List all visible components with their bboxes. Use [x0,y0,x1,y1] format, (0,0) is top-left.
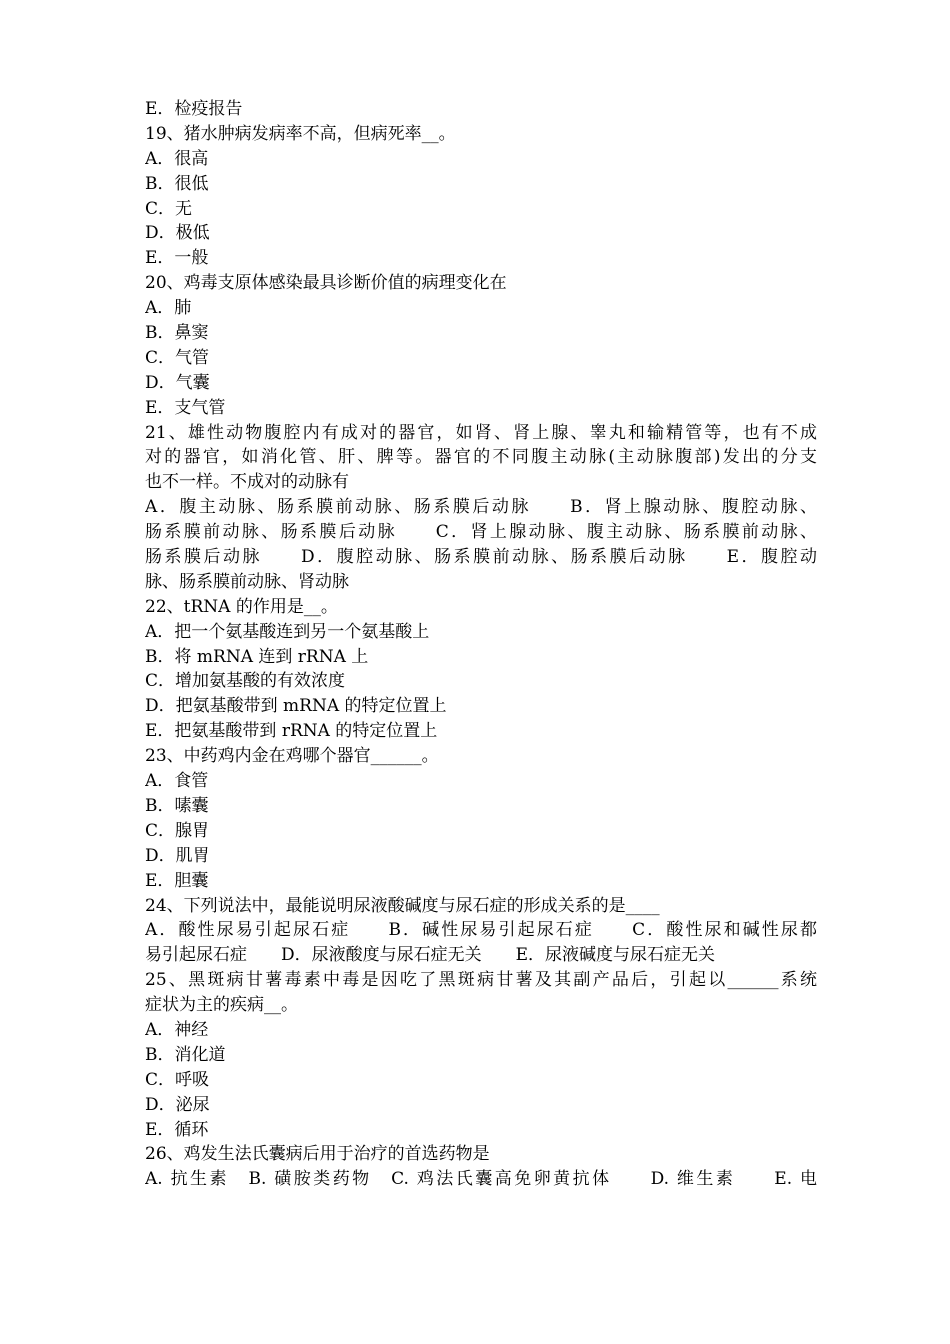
text-line: A. 抗生素 B. 磺胺类药物 C. 鸡法氏囊高免卵黄抗体 D. 维生素 E. 电 [145,1169,817,1190]
text-line: B．很低 [145,173,209,194]
text-line: 脉、肠系膜前动脉、肾动脉 [145,571,349,592]
text-line: E．一般 [145,248,209,269]
text-line: A．神经 [145,1019,209,1040]
text-line: D．极低 [145,223,210,244]
text-line: B．消化道 [145,1044,226,1065]
text-line: 也不一样。不成对的动脉有 [145,472,349,493]
text-line: A．肺 [145,298,192,319]
text-line: D．气囊 [145,372,210,393]
text-line: A．酸性尿易引起尿石症 B．碱性尿易引起尿石症 C．酸性尿和碱性尿都 [145,920,817,941]
text-line: E．把氨基酸带到 rRNA 的特定位置上 [145,721,438,742]
text-line: D．把氨基酸带到 mRNA 的特定位置上 [145,696,447,717]
text-line: B．嗉囊 [145,795,209,816]
text-line: 对的器官，如消化管、肝、脾等。器官的不同腹主动脉(主动脉腹部)发出的分支 [145,447,817,468]
text-line: C．腺胃 [145,820,210,841]
text-line: 19、猪水肿病发病率不高，但病死率__。 [145,123,456,144]
text-line: D．肌胃 [145,845,210,866]
text-line: D．泌尿 [145,1094,210,1115]
document-body [145,97,817,1192]
text-line: 24、下列说法中，最能说明尿液酸碱度与尿石症的形成关系的是____ [145,895,660,916]
text-line: E．支气管 [145,397,226,418]
text-line: 肠系膜前动脉、肠系膜后动脉 C．肾上腺动脉、腹主动脉、肠系膜前动脉、 [145,522,817,543]
text-line: E．胆囊 [145,870,209,891]
text-line: 肠系膜后动脉 D．腹腔动脉、肠系膜前动脉、肠系膜后动脉 E．腹腔动 [145,547,817,568]
text-line: C．呼吸 [145,1069,210,1090]
text-line: 25、黑斑病甘薯毒素中毒是因吃了黑斑病甘薯及其副产品后，引起以______系统 [145,970,817,991]
text-line: 症状为主的疾病__。 [145,995,298,1016]
text-line: B．将 mRNA 连到 rRNA 上 [145,646,369,667]
text-line: A．很高 [145,148,209,169]
text-line: C．气管 [145,347,210,368]
text-line: C．无 [145,198,193,219]
text-line: 易引起尿石症 D．尿液酸度与尿石症无关 E．尿液碱度与尿石症无关 [145,945,716,966]
text-line: 21、雄性动物腹腔内有成对的器官，如肾、肾上腺、睾丸和输精管等，也有不成 [145,422,817,443]
text-line: A．腹主动脉、肠系膜前动脉、肠系膜后动脉 B．肾上腺动脉、腹腔动脉、 [145,497,817,518]
text-line: 26、鸡发生法氏囊病后用于治疗的首选药物是 [145,1144,490,1165]
text-line: 20、鸡毒支原体感染最具诊断价值的病理变化在 [145,273,507,294]
text-line: 23、中药鸡内金在鸡哪个器官______。 [145,746,439,767]
text-line: E．检疫报告 [145,99,243,119]
text-line: E．循环 [145,1119,209,1140]
text-line: C．增加氨基酸的有效浓度 [145,671,346,692]
text-line: 22、tRNA 的作用是__。 [145,596,338,617]
text-line: A．把一个氨基酸连到另一个氨基酸上 [145,621,430,642]
text-line: A．食管 [145,771,209,792]
text-line: B．鼻窦 [145,323,209,344]
